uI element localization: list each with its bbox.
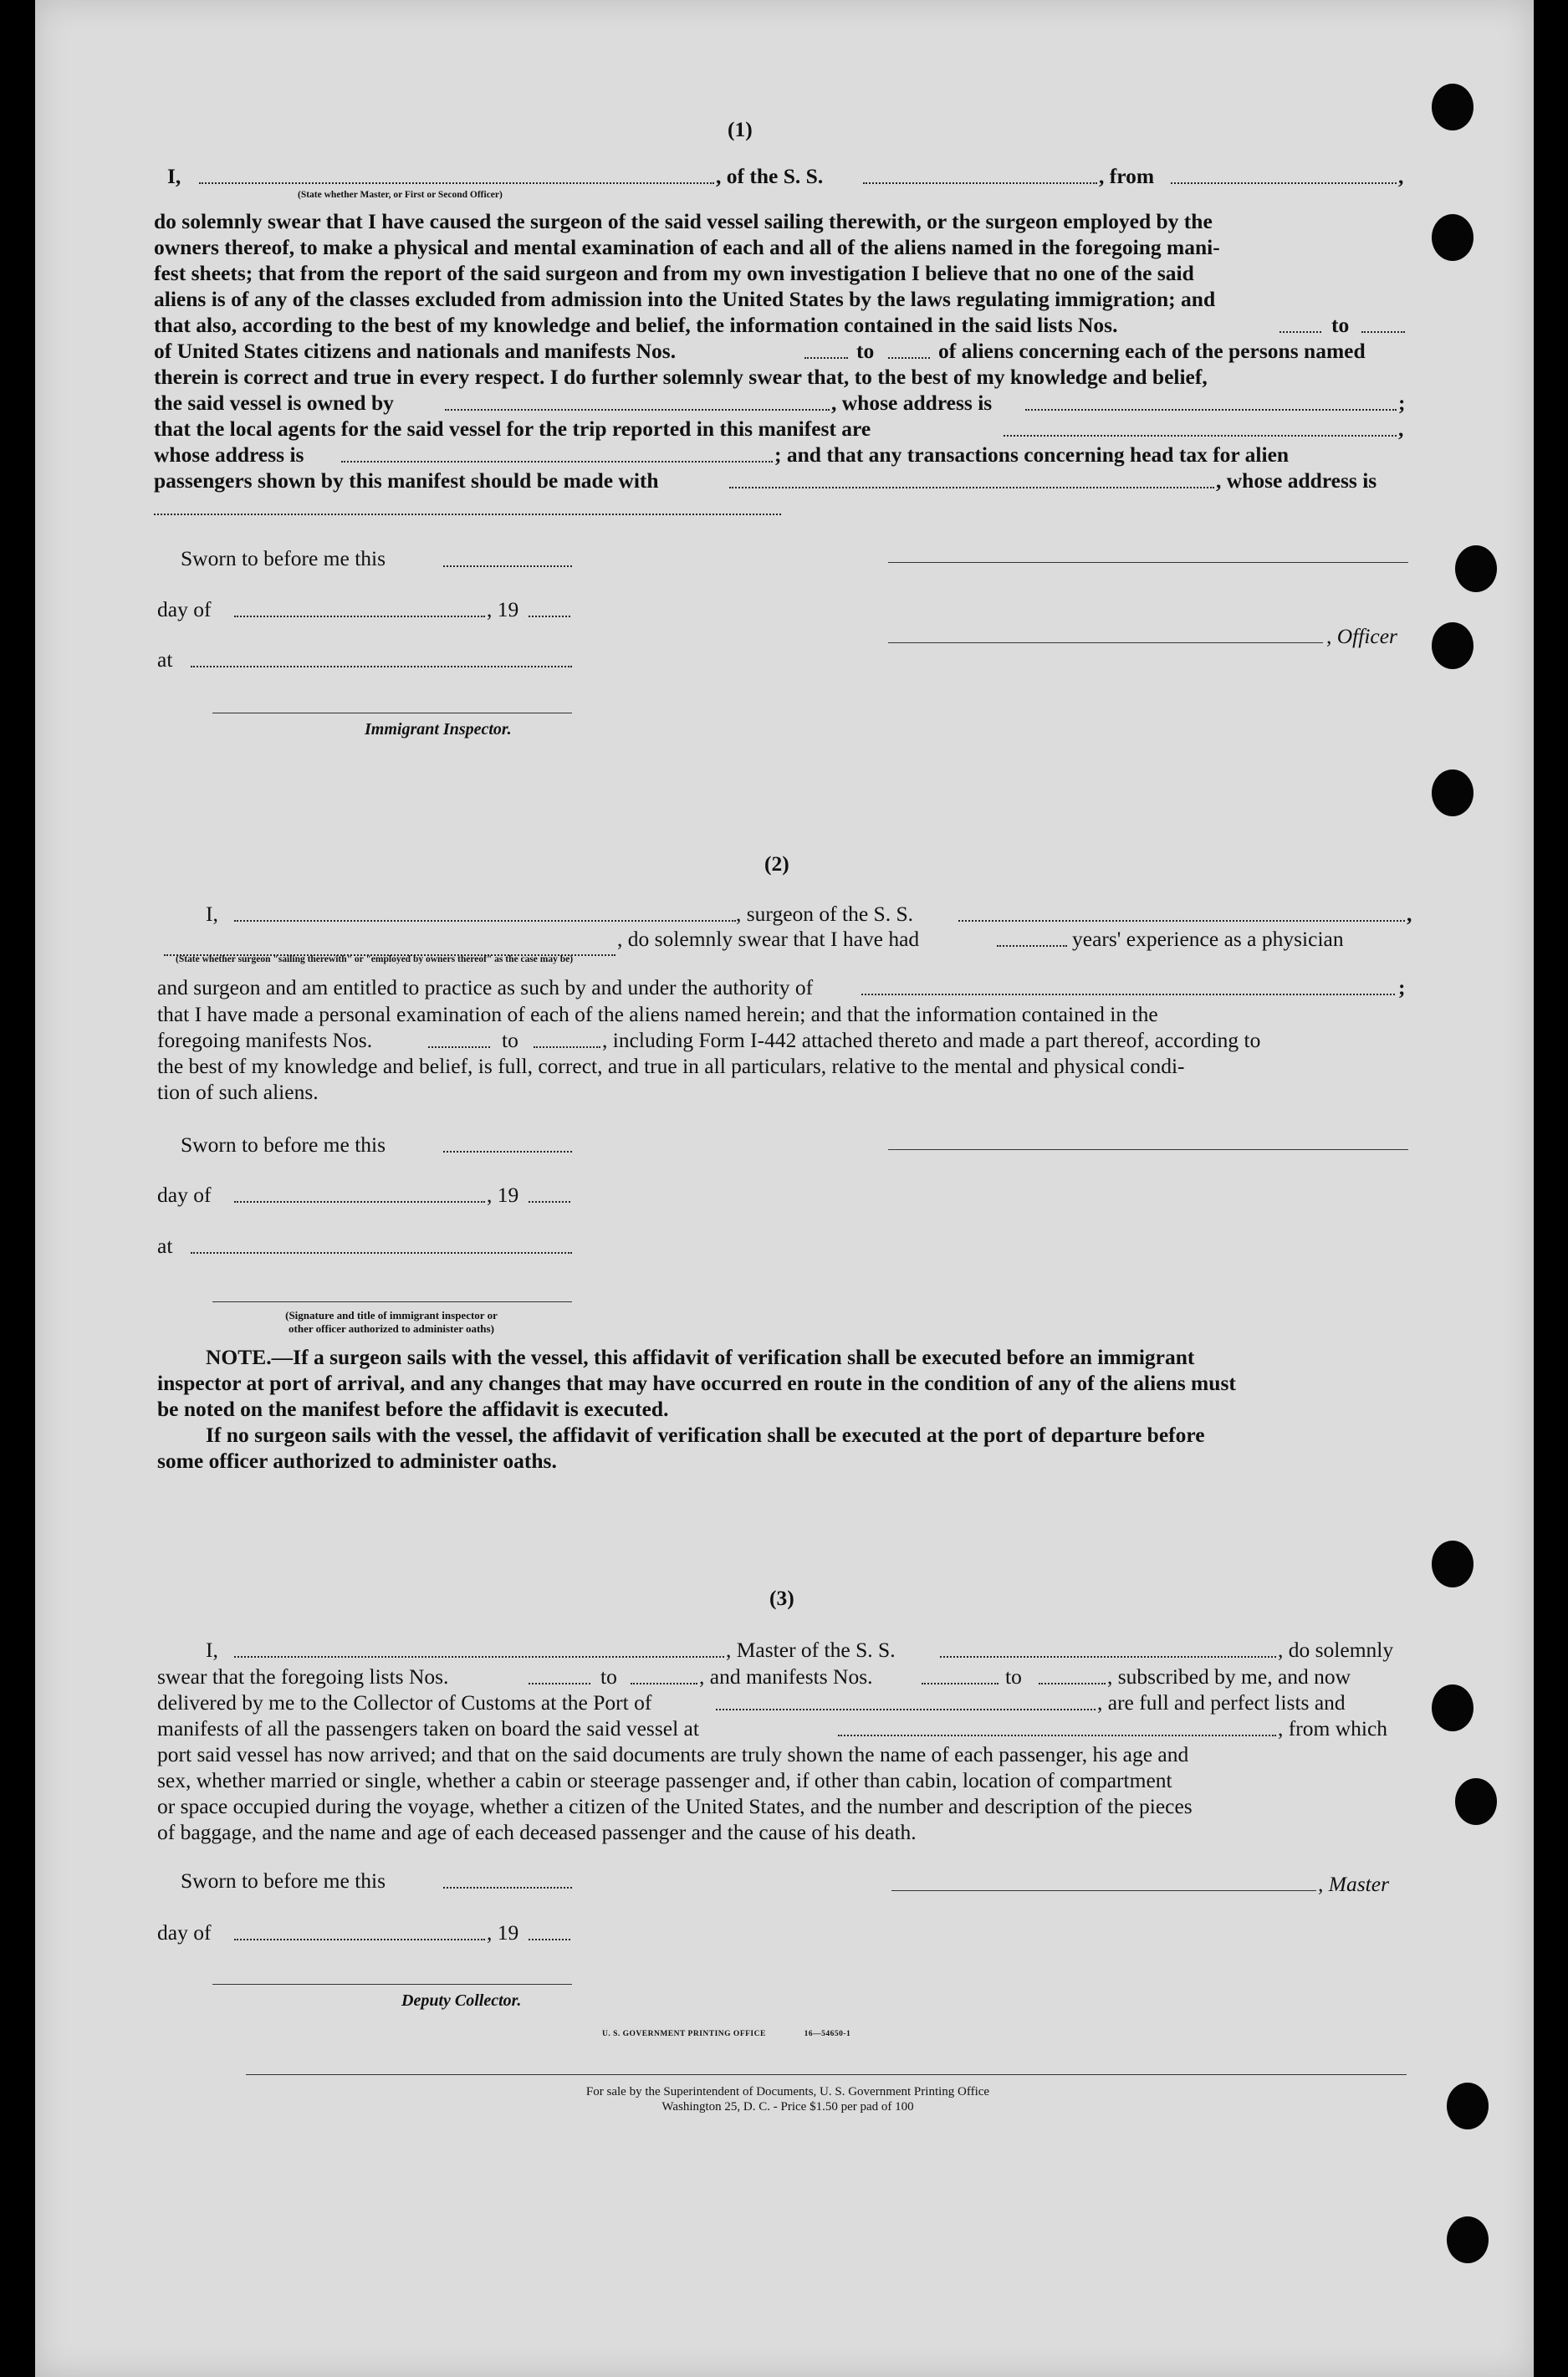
text-line: delivered by me to the Collector of Customs at the Port of	[157, 1690, 652, 1715]
punch-hole	[1432, 1684, 1474, 1731]
text-line: , do solemnly swear that I have had	[617, 927, 920, 951]
state-note: (State whether surgeon "sailing therewith" or "employed by owners thereof" as the case may be)	[176, 954, 574, 964]
note-text: some officer authorized to administer oaths.	[157, 1449, 557, 1473]
from-port-field[interactable]	[1171, 182, 1397, 184]
punch-hole	[1432, 622, 1474, 669]
sworn-date-field[interactable]	[443, 1151, 572, 1153]
year-field[interactable]	[529, 1201, 570, 1203]
text-line: , Master of the S. S.	[726, 1638, 896, 1662]
authority-field[interactable]	[861, 994, 1395, 995]
surgeon-name-field[interactable]	[234, 920, 736, 922]
punch-hole	[1432, 84, 1474, 130]
text-line: , whose address is	[1216, 468, 1377, 493]
text-line: the said vessel is owned by	[154, 391, 394, 415]
text-line: sex, whether married or single, whether a cabin or steerage passenger and, if other than cabin, location of compartment	[157, 1768, 1172, 1792]
head-tax-address-field[interactable]	[154, 514, 781, 515]
text-line: years' experience as a physician	[1072, 927, 1344, 951]
at-field[interactable]	[191, 666, 572, 667]
lists-no-to-field[interactable]	[1361, 331, 1405, 333]
comma: ,	[1398, 417, 1404, 441]
agents-address-field[interactable]	[341, 461, 773, 463]
day-of-label: day of	[157, 597, 212, 621]
text-line: whose address is	[154, 442, 304, 467]
note-text: If no surgeon sails with the vessel, the affidavit of verification shall be executed at the port of departure before	[206, 1423, 1205, 1447]
text-line: of aliens concerning each of the persons named	[938, 339, 1366, 363]
master-label: , Master	[1318, 1872, 1389, 1896]
lists-no-from-field[interactable]	[1279, 331, 1321, 333]
manifests-no-to-field[interactable]	[534, 1046, 600, 1048]
local-agents-field[interactable]	[1004, 435, 1397, 437]
manifests-no-to-field[interactable]	[888, 357, 930, 359]
officer-signature-line[interactable]	[888, 562, 1408, 563]
master-name-field[interactable]	[234, 1656, 724, 1658]
gpo-text: U. S. GOVERNMENT PRINTING OFFICE	[602, 2030, 766, 2038]
officer-name-field[interactable]	[199, 182, 714, 184]
text-line: therein is correct and true in every respect. I do further solemnly swear that, to the best of my knowledge and belief,	[154, 365, 1208, 389]
day-of-field[interactable]	[234, 1939, 485, 1940]
note-text: be noted on the manifest before the affidavit is executed.	[157, 1397, 669, 1421]
semicolon: ;	[1398, 391, 1406, 415]
punch-hole	[1447, 2216, 1489, 2263]
port-field[interactable]	[716, 1709, 1096, 1710]
inspector-label: Immigrant Inspector.	[365, 720, 512, 739]
lists-no-to-field[interactable]	[631, 1683, 697, 1684]
sworn-date-field[interactable]	[443, 1887, 572, 1889]
deputy-signature-line[interactable]	[212, 1984, 572, 1985]
text-line: fest sheets; that from the report of the said surgeon and from my own investigation I believe that no one of the said	[154, 261, 1194, 285]
punch-hole	[1432, 769, 1474, 816]
inspector-signature-line[interactable]	[212, 1301, 572, 1302]
note-text: inspector at port of arrival, and any changes that may have occurred en route in the condition of any of the aliens must	[157, 1371, 1236, 1395]
note-text: —If a surgeon sails with the vessel, this affidavit of verification shall be executed before an immigrant	[271, 1345, 1195, 1369]
label-from: , from	[1099, 164, 1155, 188]
gpo-imprint	[602, 2031, 850, 2039]
text-line: do solemnly swear that I have caused the surgeon of the said vessel sailing therewith, or the surgeon employed by the	[154, 209, 1213, 233]
day-of-label: day of	[157, 1920, 212, 1945]
text-line: that I have made a personal examination of each of the aliens named herein; and that the information contained in the	[157, 1002, 1158, 1026]
sworn-label: Sworn to before me this	[181, 1132, 386, 1157]
punch-hole	[1447, 2083, 1489, 2129]
text-line: , are full and perfect lists and	[1097, 1690, 1346, 1715]
manifests-no-from-field[interactable]	[428, 1046, 490, 1048]
text-line: , including Form I-442 attached thereto and made a part thereof, according to	[602, 1028, 1261, 1052]
owner-field[interactable]	[445, 409, 830, 411]
sworn-label: Sworn to before me this	[181, 1868, 386, 1893]
sale-text: For sale by the Superintendent of Documents, U. S. Government Printing Office	[585, 2085, 990, 2098]
comma: ,	[1398, 164, 1404, 188]
text-line: ; and that any transactions concerning head tax for alien	[774, 442, 1290, 467]
lists-no-from-field[interactable]	[529, 1683, 590, 1684]
manifests-no-from-field[interactable]	[922, 1683, 999, 1684]
boarding-port-field[interactable]	[838, 1735, 1276, 1736]
text-line: passengers shown by this manifest should be made with	[154, 468, 659, 493]
at-label: at	[157, 647, 173, 672]
text-line: of United States citizens and nationals and manifests Nos.	[154, 339, 677, 363]
sworn-label: Sworn to before me this	[181, 546, 386, 570]
text-line: , from which	[1278, 1716, 1388, 1741]
label-i: I,	[206, 902, 218, 926]
signature-note: other officer authorized to administer oaths)	[289, 1322, 494, 1335]
semicolon: ;	[1398, 975, 1406, 999]
master-signature-line[interactable]	[891, 1890, 1316, 1891]
text-line: , subscribed by me, and now	[1107, 1664, 1351, 1689]
ship-name-field[interactable]	[863, 182, 1097, 184]
officer-label: , Officer	[1326, 624, 1397, 648]
section-number: (3)	[769, 1586, 794, 1610]
years-field[interactable]	[997, 945, 1067, 947]
text-line: , and manifests Nos.	[699, 1664, 873, 1689]
state-note: (State whether Master, or First or Second Officer)	[298, 190, 503, 200]
text-line: foregoing manifests Nos.	[157, 1028, 373, 1052]
section-number: (2)	[764, 851, 789, 876]
sworn-date-field[interactable]	[443, 565, 572, 567]
manifests-no-from-field[interactable]	[804, 357, 848, 359]
label-to: to	[856, 339, 875, 363]
text-line: swear that the foregoing lists Nos.	[157, 1664, 449, 1689]
comma: ,	[1407, 902, 1412, 926]
text-line: , whose address is	[831, 391, 993, 415]
text-line: that also, according to the best of my knowledge and belief, the information contained in the said lists Nos.	[154, 313, 1118, 337]
text-line: or space occupied during the voyage, whether a citizen of the United States, and the number and description of the pieces	[157, 1794, 1193, 1818]
footer-divider	[246, 2074, 1407, 2075]
day-of-label: day of	[157, 1183, 212, 1207]
surgeon-ship-field[interactable]	[958, 920, 1405, 922]
text-line: , surgeon of the S. S.	[736, 902, 914, 926]
label-i: I,	[167, 164, 181, 188]
text-line: and surgeon and am entitled to practice as such by and under the authority of	[157, 975, 814, 999]
text-line: of baggage, and the name and age of each deceased passenger and the cause of his death.	[157, 1820, 917, 1844]
manifests-no-to-field[interactable]	[1039, 1683, 1106, 1684]
text-line: that the local agents for the said vessel for the trip reported in this manifest are	[154, 417, 871, 441]
label-to: to	[1331, 313, 1350, 337]
text-line: the best of my knowledge and belief, is full, correct, and true in all particulars, relative to the mental and physical condi-	[157, 1054, 1185, 1078]
text-line: manifests of all the passengers taken on board the said vessel at	[157, 1716, 699, 1741]
punch-hole	[1455, 545, 1497, 592]
punch-hole	[1432, 1541, 1474, 1587]
day-of-field[interactable]	[234, 616, 485, 617]
note-line	[206, 1347, 1194, 1368]
form-code: 16—54650-1	[804, 2030, 851, 2038]
sale-text: Washington 25, D. C. - Price $1.50 per pad of 100	[661, 2100, 914, 2114]
note-label: NOTE.	[206, 1345, 272, 1369]
document-page	[35, 0, 1534, 2377]
text-line: tion of such aliens.	[157, 1080, 319, 1104]
surgeon-signature-line[interactable]	[888, 1149, 1408, 1150]
head-tax-contact-field[interactable]	[729, 487, 1214, 488]
year-field[interactable]	[529, 1939, 570, 1940]
year-prefix: , 19	[487, 597, 519, 621]
section-number: (1)	[728, 117, 753, 141]
at-field[interactable]	[191, 1252, 572, 1254]
text-line: owners thereof, to make a physical and mental examination of each and all of the aliens named in the foregoing mani-	[154, 235, 1220, 259]
label-i: I,	[206, 1638, 218, 1662]
text-line: port said vessel has now arrived; and that on the said documents are truly shown the name of each passenger, his age and	[157, 1742, 1189, 1766]
text-line: , do solemnly	[1278, 1638, 1394, 1662]
master-ship-field[interactable]	[940, 1656, 1276, 1658]
owner-address-field[interactable]	[1025, 409, 1397, 411]
text-line: aliens is of any of the classes excluded from admission into the United States by the laws regulating immigration; and	[154, 287, 1216, 311]
label-to: to	[502, 1028, 518, 1052]
punch-hole	[1455, 1778, 1497, 1825]
year-prefix: , 19	[487, 1920, 519, 1945]
deputy-label: Deputy Collector.	[401, 1991, 522, 2010]
year-field[interactable]	[529, 616, 570, 617]
punch-hole	[1432, 214, 1474, 261]
signature-note: (Signature and title of immigrant inspector or	[285, 1309, 498, 1321]
officer-title-line[interactable]	[888, 642, 1323, 643]
at-label: at	[157, 1234, 173, 1258]
label-to: to	[1005, 1664, 1022, 1689]
label-of-ss: , of the S. S.	[716, 164, 824, 188]
label-to: to	[600, 1664, 617, 1689]
day-of-field[interactable]	[234, 1201, 485, 1203]
year-prefix: , 19	[487, 1183, 519, 1207]
